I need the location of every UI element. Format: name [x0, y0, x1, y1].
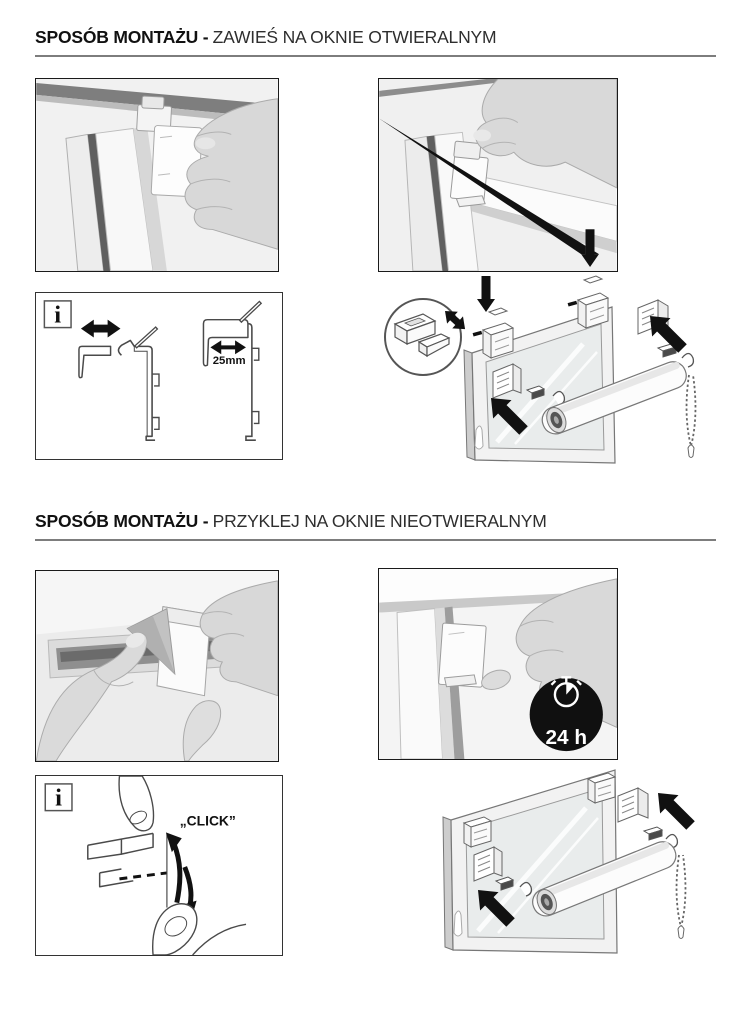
photo-stick-bracket-illustration [379, 569, 617, 759]
section-stick-title-bold: SPOSÓB MONTAŻU - [35, 511, 209, 531]
mini-arrow [473, 331, 483, 337]
svg-text:i: i [55, 784, 63, 812]
exploded-diagram-stick-assembly [430, 763, 735, 1003]
bracket-fit-diagram [36, 293, 282, 459]
dimension-arrow-icon [210, 340, 246, 354]
photo-hook-bracket-illustration [36, 79, 278, 271]
cure-time-badge [530, 677, 603, 751]
clip-slot-detail-inset [385, 299, 470, 375]
pull-chain [677, 855, 686, 939]
section-stick-title [35, 511, 716, 541]
click-diagram [36, 776, 282, 955]
hook-bracket-profile [118, 328, 159, 441]
corner-bracket-right [618, 788, 648, 822]
section-hang-title-bold: SPOSÓB MONTAŻU - [35, 27, 209, 47]
snap-up-arrow-icon [166, 832, 182, 902]
fold-dashed-line [119, 873, 166, 879]
stuck-bracket-right [588, 773, 615, 803]
frame-hole [454, 911, 462, 936]
stuck-bracket-left [464, 817, 491, 847]
finger-top [119, 776, 153, 831]
section-stick-title-regular: PRZYKLEJ NA OKNIE NIEOTWIERALNYM [212, 511, 547, 531]
mini-arrow [568, 301, 578, 307]
photo-panel-stick-bracket [378, 568, 618, 760]
section-hang-title [35, 27, 716, 57]
exploded-diagram-hang-assembly [375, 272, 735, 484]
photo-panel-peel-adhesive [35, 570, 279, 762]
photo-panel-hook-bracket [35, 78, 279, 272]
section-hang-title-regular: ZAWIEŚ NA OKNIE OTWIERALNYM [212, 27, 497, 47]
info-panel-click [35, 775, 283, 956]
info-icon [44, 301, 71, 329]
thumb-bottom [153, 904, 246, 955]
bracket-depth-label: 25mm [212, 355, 246, 368]
click-label: „CLICK” [179, 812, 236, 829]
pull-chain [687, 375, 696, 458]
cure-time-label: 24 h [545, 726, 588, 750]
assembled-bracket-profile [203, 302, 260, 440]
mounting-bracket [439, 623, 487, 687]
hang-assembly-drawing [375, 272, 735, 484]
photo-press-bracket-illustration [379, 79, 617, 271]
info-panel-bracket-fit [35, 292, 283, 460]
stick-assembly-drawing [430, 763, 735, 1003]
svg-text:i: i [54, 301, 62, 329]
clip-adapter-profile [79, 346, 111, 377]
down-arrow-icon [477, 276, 495, 312]
photo-peel-adhesive-illustration [36, 571, 278, 761]
slide-double-arrow-icon [81, 320, 121, 338]
frame-hole [475, 426, 483, 449]
photo-panel-press-bracket [378, 78, 618, 272]
info-icon [45, 784, 72, 812]
